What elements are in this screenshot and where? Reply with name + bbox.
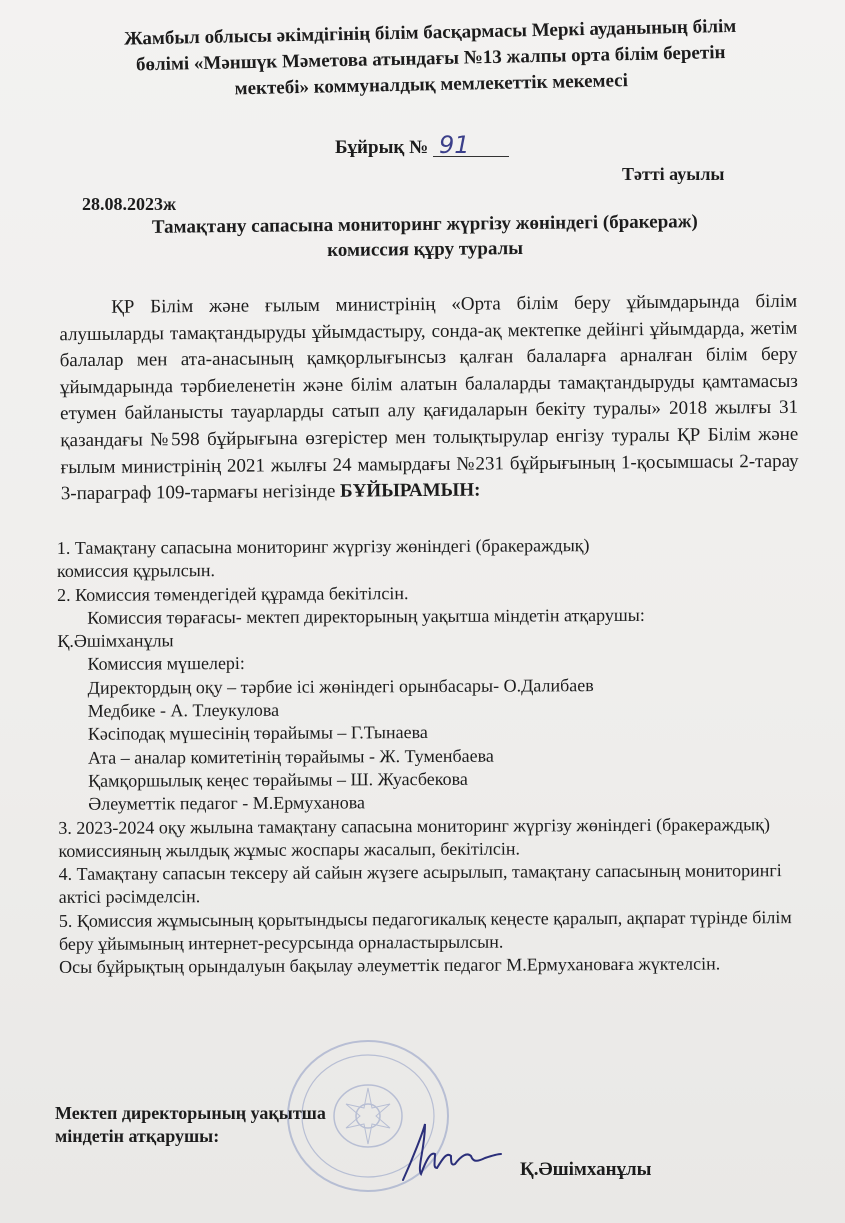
commission-chair: Комиссия төрағасы- мектеп директорының уақытша міндетін атқарушы: xyxy=(87,604,645,628)
order-title xyxy=(335,131,509,159)
subject-line-2: комиссия құру туралы xyxy=(327,237,524,262)
order-items xyxy=(57,533,799,980)
header-line-1: Жамбыл облысы әкімдігінің білім басқармасы Меркі ауданының білім xyxy=(123,15,737,50)
preamble-paragraph xyxy=(59,289,799,508)
member-item: Қамқоршылық кеңес төрайымы – Ш. Жуасбекова xyxy=(88,768,468,791)
member-item: Әлеуметтік педагог - М.Ермуханова xyxy=(88,792,366,815)
order-date: 28.08.2023ж xyxy=(82,194,177,214)
signer-name: Қ.Әшімханұлы xyxy=(520,1159,652,1180)
header-line-2: бөлімі «Мәншүк Мәметова атындағы №13 жалпы орта білім беретін xyxy=(135,42,726,76)
item-2: 2. Комиссия төмендегідей құрамда бекітілсін. xyxy=(57,582,409,605)
commission-chair-name: Қ.Әшімханұлы xyxy=(57,630,174,652)
control-clause: Осы бұйрықтың орындалуын бақылау әлеуметтік педагог М.Ермухановаға жүктелсін. xyxy=(59,953,721,978)
organization-header xyxy=(60,13,801,106)
item-1-line-2: комиссия құрылсын. xyxy=(56,560,216,582)
order-subject xyxy=(100,209,750,266)
preamble-text: ҚР Білім және ғылым министрінің «Орта білім беру ұйымдарында білім алушыларды тамақтандыруды ұйымдастыру, сонда-ақ мектепке дейінгі ұйымдарда, жетім балалар мен ата-анасының қамқорлығынсыз қалған балаларға арналған білім беру ұйымдарында тәрбиеленетін және білім алатын балаларды тамақтандыруды қамтамасыз етумен байланысты тауарларды сатып алу қағидаларын бекіту туралы» 2018 жылғы 31 қазандағы №598 бұйрығына өзгерістер мен толықтырулар енгізу туралы ҚР Білім және ғылым министрінің 2021 жылғы 24 мамырдағы №231 бұйрығының 1-қосымшасы 2-тарау 3-параграф 109-тармағы негізінде xyxy=(59,290,799,505)
signer-position-line-2: міндетін атқарушы: xyxy=(55,1126,220,1146)
item-4: 4. Тамақтану сапасын тексеру ай сайын жүзеге асырылып, тамақтану сапасының мониторингі актісі рәсімделсін. xyxy=(58,860,782,908)
item-1-line-1: 1. Тамақтану сапасына мониторинг жүргізу жөніндегі (бракераждық) xyxy=(56,535,590,558)
item-3: 3. 2023-2024 оқу жылына тамақтану сапасына мониторинг жүргізу жөніндегі (бракераждық) комиссияның жылдық жұмыс жоспары жасалып, бекітілсін. xyxy=(58,813,771,861)
member-item: Кәсіподақ мүшесінің төрайымы – Г.Тынаева xyxy=(87,722,428,745)
item-5: 5. Қомиссия жұмысының қорытындысы педагогикалық кеңесте қаралып, ақпарат түрінде білім беру ұйымының интернет-ресурсында орналастырылсын. xyxy=(58,906,792,954)
village-name: Тәтті ауылы xyxy=(622,164,725,184)
subject-line-1: Тамақтану сапасына мониторинг жүргізу жөніндегі (бракераж) xyxy=(151,211,698,238)
decree-word: БҰЙЫРАМЫН: xyxy=(339,479,481,502)
signer-position-line-1: Мектеп директорының уақытша xyxy=(55,1103,326,1123)
order-label: Бұйрық № xyxy=(335,137,429,158)
signature-block xyxy=(55,1102,326,1148)
header-line-3: мектебі» коммуналдық мемлекеттік мекемесі xyxy=(234,70,629,100)
signature-icon xyxy=(395,1118,505,1188)
order-number: 91 xyxy=(433,134,509,157)
member-item: Директордың оқу – тәрбие ісі жөніндегі орынбасары- О.Далибаев xyxy=(87,674,594,698)
member-item: Медбике - А. Тлеукулова xyxy=(87,699,280,721)
members-title: Комиссия мүшелері: xyxy=(87,653,245,675)
member-item: Ата – аналар комитетінің төрайымы - Ж. Туменбаева xyxy=(87,745,494,768)
